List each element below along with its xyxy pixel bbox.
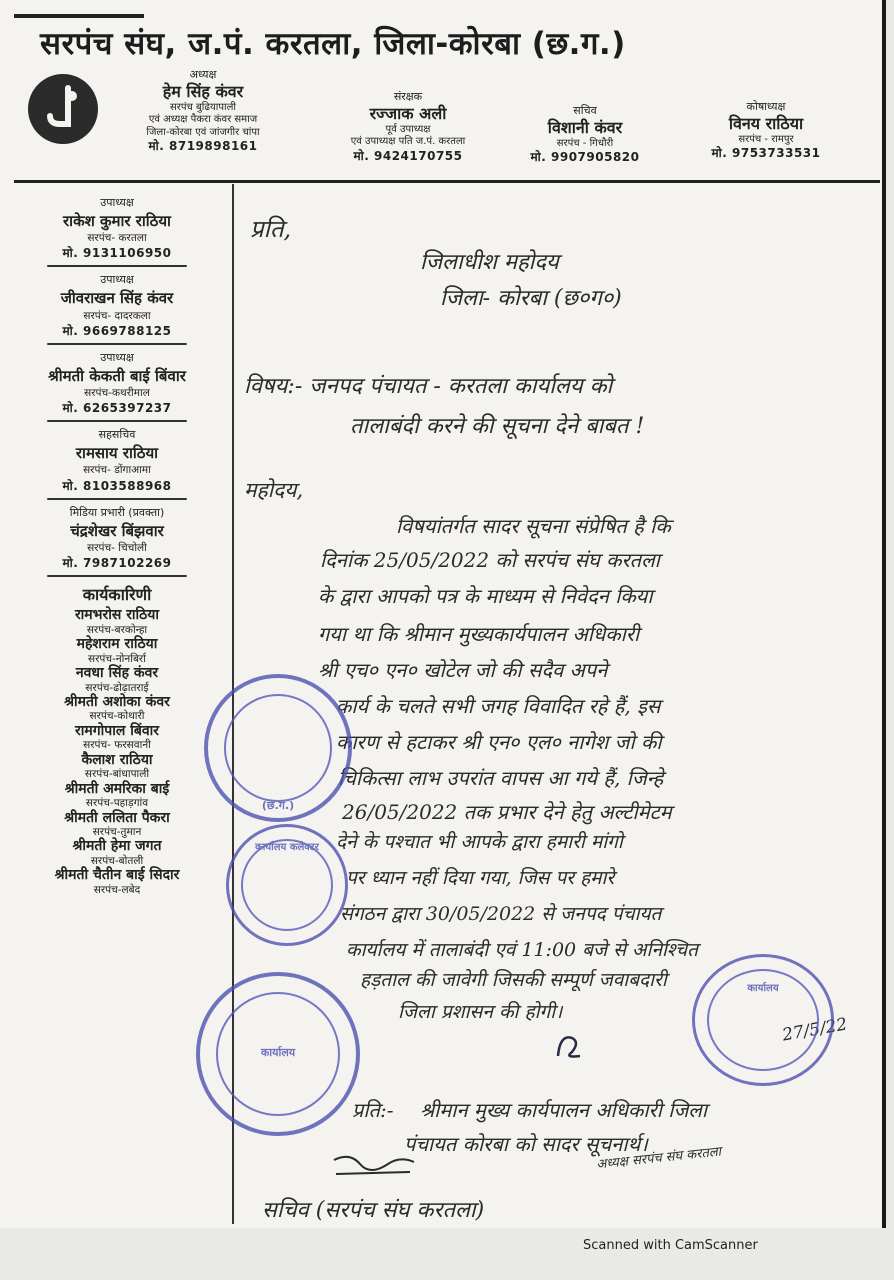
stamp-text: (छ.ग.): [261, 799, 295, 813]
member-name: रामगोपाल बिंवार: [75, 722, 159, 739]
patron-name: रज्जाक अली: [369, 103, 447, 123]
secretary-block: [520, 104, 650, 165]
officer-phone: मो. 9131106950: [62, 246, 172, 261]
ornament-divider: [47, 265, 187, 267]
initial-signature-icon: [550, 1026, 590, 1066]
body-line: गया था कि श्रीमान मुख्यकार्यपालन अधिकारी: [318, 622, 640, 646]
body-line: दिनांक 25/05/2022 को सरपंच संघ करतला: [320, 548, 660, 572]
member-village: सरपंच-नोनबिर्रा: [88, 652, 146, 665]
member-entry: [12, 607, 222, 636]
officer-entry: [12, 196, 222, 267]
subject-line1: विषय:- जनपद पंचायत - करतला कार्यालय को: [244, 374, 613, 399]
body-line: चिकित्सा लाभ उपरांत वापस आ गये हैं, जिन्हे: [338, 766, 664, 790]
member-entry: [12, 867, 222, 896]
secretary-phone: मो. 9907905820: [530, 150, 640, 165]
president-line1: सरपंच बुढियापाली: [169, 101, 237, 113]
treasurer-phone: मो. 9753733531: [711, 146, 821, 161]
stamp-inner-ring: [224, 694, 332, 802]
member-entry: [12, 838, 222, 867]
officer-role: उपाध्यक्ष: [100, 196, 134, 209]
officer-phone: मो. 6265397237: [62, 401, 172, 416]
member-village: सरपंच-लबेद: [93, 883, 141, 896]
officer-village: सरपंच-कथरीमाल: [84, 387, 150, 399]
member-entry: [12, 665, 222, 694]
officer-entry: [12, 351, 222, 422]
member-name: श्रीमती अशोका कंवर: [64, 693, 170, 710]
body-line: हड़ताल की जावेगी जिसकी सम्पूर्ण जवाबदारी: [360, 969, 667, 991]
member-village: सरपंच-पहाड़गांव: [85, 797, 149, 810]
officer-name: रामसाय राठिया: [75, 444, 159, 463]
member-entry: [12, 810, 222, 839]
president-line3: जिला-कोरबा एवं जांजगीर चांपा: [146, 126, 260, 138]
patron-line2: एवं उपाध्यक्ष पति ज.पं. करतला: [350, 136, 466, 148]
member-village: सरपंच- फरसवानी: [83, 739, 151, 752]
officer-role: उपाध्यक्ष: [100, 273, 134, 287]
member-village: सरपंच-बोतली: [90, 854, 144, 867]
officer-entry: [12, 273, 222, 344]
stamp-seal-1: [204, 674, 352, 822]
member-name: श्रीमती चैतीन बाई सिदार: [54, 867, 180, 884]
member-name: श्रीमती अमरिका बाई: [64, 780, 170, 797]
officer-entry: [12, 428, 222, 499]
body-line: 26/05/2022 तक प्रभार देने हेतु अल्टीमेटम: [342, 800, 672, 824]
member-entry: [12, 781, 222, 810]
officer-village: सरपंच- दादरकला: [83, 309, 151, 322]
body-line: देने के पश्चात भी आपके द्वारा हमारी मांगो: [336, 831, 623, 853]
body-line: पर ध्यान नहीं दिया गया, जिस पर हमारे: [346, 867, 615, 889]
letter-to: प्रति,: [250, 215, 292, 243]
president-phone: मो. 8719898161: [148, 139, 258, 154]
ornament-divider: [47, 575, 187, 577]
stamp-seal-3: [196, 972, 360, 1136]
addressee-line1: जिलाधीश महोदय: [420, 250, 559, 275]
body-line: श्री एच० एन० खोटेल जो की सदैव अपने: [318, 658, 608, 682]
top-rule: [14, 14, 144, 18]
officer-phone: मो. 8103588968: [62, 478, 172, 493]
body-line: के द्वारा आपको पत्र के माध्यम से निवेदन किया: [318, 584, 653, 608]
secretary-signature-icon: [330, 1150, 420, 1190]
secretary-name: विशानी कंवर: [547, 117, 623, 137]
body-line: विषयांतर्गत सादर सूचना संप्रेषित है कि: [396, 514, 671, 538]
scanner-watermark: Scanned with CamScanner: [583, 1238, 758, 1253]
member-village: सरपंच-ढोढ़ातराई: [85, 681, 149, 694]
treasurer-role: कोषाध्यक्ष: [746, 100, 786, 113]
officer-village: सरपंच- चिचोली: [87, 541, 147, 554]
body-line: कार्य के चलते सभी जगह विवादित रहे हैं, इस: [336, 694, 661, 718]
ornament-divider: [47, 498, 187, 500]
secretary-role: सचिव: [573, 104, 597, 117]
member-village: सरपंच-कोथारी: [89, 710, 145, 723]
member-name: श्रीमती ललिता पैकरा: [64, 809, 170, 826]
officer-village: सरपंच- करतला: [87, 232, 147, 245]
stamp-text: कार्यालय: [747, 982, 779, 994]
president-role: अध्यक्ष: [189, 68, 217, 81]
officer-name: राकेश कुमार राठिया: [63, 211, 171, 230]
secretary-line1: सरपंच - गिधौरी: [556, 137, 614, 149]
committee-title: कार्यकारिणी: [82, 585, 152, 605]
body-line: संगठन द्वारा 30/05/2022 से जनपद पंचायत: [340, 903, 662, 925]
member-name: रामभरोस राठिया: [74, 607, 160, 624]
member-village: सरपंच-बरकोन्हा: [86, 623, 148, 636]
president-block: [108, 68, 298, 154]
member-entry: [12, 723, 222, 752]
member-name: नवधा सिंह कंवर: [75, 665, 159, 682]
member-name: श्रीमती हेमा जगत: [72, 838, 162, 855]
patron-line1: पूर्व उपाध्यक्ष: [385, 123, 431, 135]
body-line: कारण से हटाकर श्री एन० एल० नागेश जो की: [336, 730, 662, 754]
sender-designation: सचिव (सरपंच संघ करतला): [262, 1198, 485, 1223]
officer-phone: मो. 7987102269: [62, 556, 172, 571]
officer-village: सरपंच- डोंगाआमा: [83, 464, 151, 477]
officer-phone: मो. 9669788125: [62, 323, 172, 338]
letterhead-title: सरपंच संघ, ज.पं. करतला, जिला-कोरबा (छ.ग.): [40, 26, 626, 62]
treasurer-name: विनय राठिया: [728, 113, 804, 133]
copy-line1: श्रीमान मुख्य कार्यपालन अधिकारी जिला: [420, 1098, 708, 1122]
president-line2: एवं अध्यक्ष पैकरा कंवर समाज: [148, 114, 258, 126]
officer-entry: [12, 506, 222, 577]
member-village: सरपंच-बांधापाली: [84, 768, 150, 781]
addressee-line2: जिला- कोरबा (छ०ग०): [440, 286, 622, 311]
member-entry: [12, 694, 222, 723]
officer-role: उपाध्यक्ष: [100, 350, 134, 364]
copy-line2: पंचायत कोरबा को सादर सूचनार्थ।: [404, 1132, 648, 1156]
member-entry: [12, 636, 222, 665]
ornament-divider: [47, 343, 187, 345]
member-entry: [12, 752, 222, 781]
president-signature: अध्यक्ष सरपंच संघ करतला: [595, 1144, 722, 1173]
header-divider: [14, 180, 880, 183]
president-name: हेम सिंह कंवर: [162, 81, 244, 101]
member-name: महेशराम राठिया: [76, 636, 158, 653]
officer-name: श्रीमती केकती बाई बिंवार: [48, 366, 186, 385]
logo-icon: [28, 74, 98, 144]
member-name: कैलाश राठिया: [81, 751, 153, 768]
member-village: सरपंच-तुमान: [92, 826, 142, 839]
treasurer-block: [696, 100, 836, 161]
treasurer-line1: सरपंच - रामपुर: [738, 133, 794, 145]
body-line: कार्यालय में तालाबंदी एवं 11:00 बजे से अनिश्चित: [346, 939, 698, 961]
stamp-text: कार्यालय: [260, 1045, 296, 1059]
officer-role: सहसचिव: [98, 428, 136, 442]
stamp-seal-4: [692, 954, 834, 1086]
stamp-inner-ring: [241, 839, 333, 931]
officer-name: चंद्रशेखर बिंझवार: [70, 521, 164, 540]
stamp-text: कार्यालय कलेक्टर: [255, 841, 319, 853]
sidebar-officers: [12, 196, 222, 896]
subject-line2: तालाबंदी करने की सूचना देने बाबत !: [350, 414, 645, 439]
officer-role: मिडिया प्रभारी (प्रवक्ता): [69, 505, 165, 519]
ornament-divider: [47, 420, 187, 422]
patron-phone: मो. 9424170755: [353, 148, 463, 163]
body-line: जिला प्रशासन की होगी।: [398, 1001, 563, 1023]
copy-label: प्रति:-: [352, 1098, 394, 1122]
patron-role: संरक्षक: [393, 90, 423, 103]
patron-block: [318, 90, 498, 164]
salutation: महोदय,: [244, 478, 304, 502]
received-date: 27/5/22: [780, 1014, 849, 1046]
stamp-seal-2: [226, 824, 348, 946]
officer-name: जीवराखन सिंह कंवर: [60, 289, 174, 308]
